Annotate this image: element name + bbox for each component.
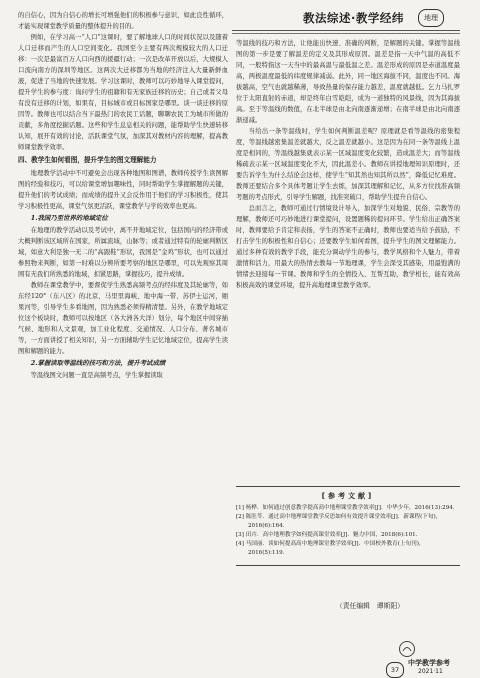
header-rule-thin [232, 33, 460, 34]
paragraph: 例如，在学习高一“人口”这课时，要了解地球人口的时间状况以及随着人口迁移而产生的人口空间变化。我国至今主要有两次规模较大的人口迁移：一次是最富百万人口向西的援疆行动；一次是改革开放以后，大规模人口流向南方的深圳等地区。这两次大迁移都为当地的经济注入大量新鲜血液，促进了当地的快速发展。学习这课时，教师可以巧妙地导入课堂提问，提升学生的参与度：询问学生的祖籍和有无家族迁移的历史；自己或者父母有没有迁移的计划，如果有，目标城市或目标国家是哪里。谈一谈迁移的原因等。教师也可以结合当下最热门的农民工话题，聊聊农民工为城市所做的贡献，多角度挖掘话题。这些和学生息息相关的问题，能帮助学生快速转移认知，展开有效的讨论，活跃课堂气氛，加深其对教材内容的理解，提高教师课堂教学效率。 [18, 34, 228, 151]
page-number: 37 [386, 662, 404, 678]
section-heading: 四、教学生如何看图，提升学生的图文理解能力 [18, 156, 157, 164]
subsection-heading: 1.我国乃至世界的地域定位 [30, 214, 108, 222]
paragraph: 教师在课堂教学中，要督促学生熟悉高频考点的经纬度及其轮廓等，如东经120°（东八区）的北京、马里里海峡、地中海一带、苏伊士运河，厢果河等，引导学生多看地图，因为熟悉必须得精清楚。另外，在教学地域定位这个板块时，教师可以按地区（各大洲各大洋）划分，每个地区中间穿插气候、地形和人文景观，加工业化程度、交通情况、人口分布、著名城市等，一方面讲授了相关知识，另一方面辅助学生记忆地域定位，提高学生读图和解题的能力。 [18, 282, 228, 355]
reference-item: [3] 田卉．高中地理教学如何提高课堂效率[J]．魅力中国，2018(6):101． [236, 532, 422, 538]
paragraph: 的自信心，因为自信心的增长可增强他们的积极参与意识，如此良性循环，才能实现课堂教学质量的整体提升的目的。 [18, 12, 228, 30]
journal-logo-icon [398, 640, 416, 658]
reference-item: [1] 杨桦．如何通过创意教学提高高中地理课堂教学效率[J]．中华少年，2016(13):294． [236, 505, 459, 511]
paragraph: 地理教学活动中不可避免会出现各种地图和图谱，教师传授学生读图解图的经验和技巧，可以给课堂增加趣味性，同时帮助学生掌握解题的关键，提升他们的考试成绩；而成绩的提升又会反作用于他们的学习积极性，使其学习积极性更高，课堂气氛更活跃，课堂教学与学的效率也更高。 [18, 170, 228, 210]
paragraph: 在地理的教学活动以及考试中，离不开地域定位，包括国内的经济带或大概判断该区域所在国家，所属流域，山脉等；或者通过特有的轮廓判断区域，如意大利是独一无二的“高跟鞋”形状，我国是“金鸡”形状，也可以通过参照物来判断，如第一时难以分辨所要考察的地区是哪里，可以先观察其周围有无我们所熟悉的地域，扣紧思路，掌握技巧，提升成绩。 [18, 227, 228, 278]
reference-item: [2] 陈肚苓．通过高中地理课堂教学反思如何有效提升课堂效率[J]．新课程(下旬)，2016(6):164． [236, 514, 442, 529]
paragraph: 总而言之，教师可通过行情境设计导入，加深学生对地貌、民俗、宗教等的理解，教师还可巧妙地进行课堂提问，设置题稀的提问环节。学生给出正确答案时，教师要给予肯定和表扬，学生的答案不正确时，教师也要适当给予鼓励，不打击学生的积极性和自信心；还要教学生如何看图，提升学生的图文理解能力。通过多种有效的教学手段，能充分调动学生的参与，教学风格和个人魅力，带着激情和活力，用最大的热情去教每一节地理课，学生会深受其感染，用最饱满的情绪去迎接每一节课。教师和学生的全情投入、互帮互助，教学相长，能有效高积极高效的课堂环境，提升高地理课堂教学效率。 [236, 205, 460, 289]
references-title: [参考文献] [321, 492, 375, 500]
paragraph: 当给出一条等温线时，学生如何判断温差呢？原理就是看等温线的密集程度，等温线越密集温差就越大，反之温差就越小。这是因为在同一条等温线上温度是相同的，等温线越集就表示某一区域温度变化较繁，造成温差大；而等温线稀疏表示某一区域温度变化不大，因此温差小。教师在讲授地理知识原理时，还要告诉学生为什么结论会这样，使学生“知其然也知其所以然”，降低记忆难度。教师还要结合多个具体考题让学生去练，加深其理解和记忆，从多方位找准高频考题的考点形式，引导学生解题，找准突破口，帮助学生提升自信心。 [236, 128, 460, 201]
header-rule [232, 30, 460, 31]
paragraph: 等温线图文问题一直是高频考点，学生掌握读取 [30, 372, 163, 379]
issue-label: 2021·11 [418, 668, 443, 675]
left-column [18, 10, 228, 381]
editor-credit: （责任编辑 谭斯阳） [336, 602, 404, 610]
right-column [236, 38, 460, 291]
references-section [236, 486, 460, 566]
subject-badge: 地理 [418, 9, 444, 27]
subsection-heading: 2.掌握读取等温线的技巧和方法，提升考试成绩 [30, 359, 166, 367]
section-header: 教法综述·教学经纬 [303, 11, 404, 25]
journal-name: 中学教学参考 [408, 659, 450, 667]
paragraph: 等温线的技巧和方法，让他能出快速、准确的判断，是解题的关键。掌握等温线图的第一步是要了解温差的定义及其形成原因。温差是指一天中气温的高低不同，一般特指这一天当中的最高温与最低温之差。温差形成的原因是赤道温度最高，两极温度最低的纬度规律减弱。此外，同一地区海拔不同，温度也不同。海拔越高，空气也就越稀薄，导致热量的保存能力越差，温度就越低。乞力马扎罗位于太阳直射的赤道，却是终年白雪皑皑，成为一道独特的风景线，因为其海拔高。至于等温线的数值，在北半球是由北向南逐渐递增；在南半球是由北向南逐渐递减。 [236, 40, 460, 124]
reference-item: [4] 马国丽．谈如何提高高中地理课堂教学效率[J]．中国校外教育(上旬刊)，2016(5):119． [236, 541, 425, 556]
